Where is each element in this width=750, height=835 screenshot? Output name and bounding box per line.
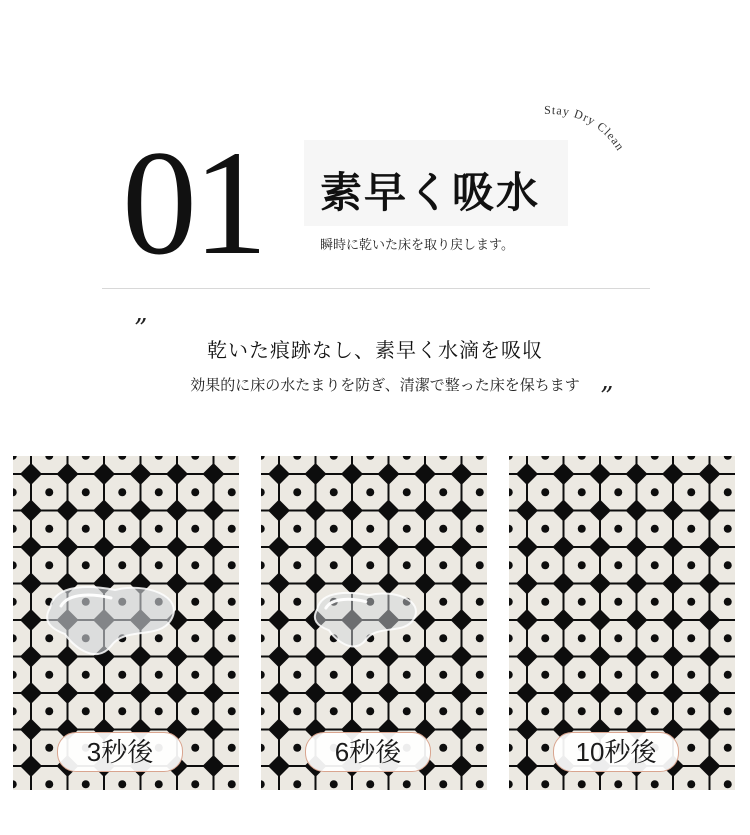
time-badge: 3秒後 [57, 732, 183, 772]
close-quote-mark: ” [600, 382, 614, 412]
time-badge: 10秒後 [553, 732, 679, 772]
quote-description: 効果的に床の水たまりを防ぎ、清潔で整った床を保ちます [190, 376, 580, 394]
tagline-arc [530, 98, 640, 178]
open-quote-mark: ” [134, 314, 148, 344]
absorption-panel-10s [509, 456, 735, 790]
water-drop [47, 587, 174, 654]
time-badge: 6秒後 [305, 732, 431, 772]
section-divider [102, 288, 650, 289]
absorption-panel-3s [13, 456, 239, 790]
feature-subtitle: 瞬時に乾いた床を取り戻します。 [320, 238, 514, 253]
feature-number: 01 [122, 120, 264, 286]
svg-text:Stay Dry Clean [544, 103, 628, 154]
absorption-panel-6s [261, 456, 487, 790]
tagline-text: Stay Dry Clean [544, 102, 628, 154]
quote-headline: 乾いた痕跡なし、素早く水滴を吸収 [207, 338, 543, 362]
feature-title: 素早く吸水 [320, 168, 541, 217]
